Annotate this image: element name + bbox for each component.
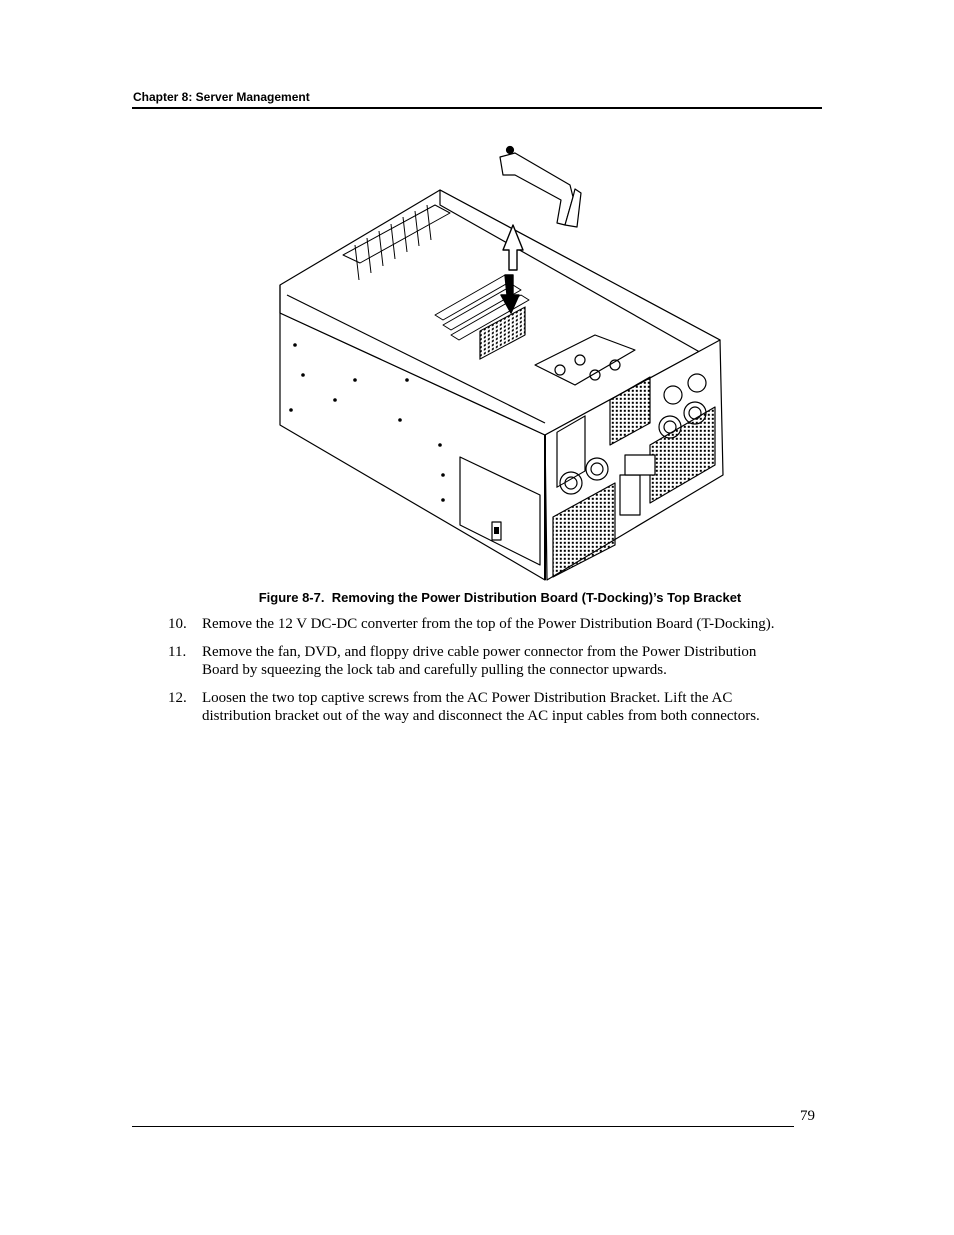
step-text: Loosen the two top captive screws from the AC Power Distribution Bracket. Lift the AC distribution bracket out of the way and disconnect the AC input cables from both connectors.: [202, 690, 760, 724]
step-number: 11.: [168, 644, 187, 660]
running-header: Chapter 8: Server Management: [133, 90, 310, 104]
page-number: 79: [800, 1108, 815, 1124]
header-rule: [132, 107, 822, 109]
figure-caption-title: Removing the Power Distribution Board (T-Docking)’s Top Bracket: [331, 590, 742, 605]
figure-caption-label: Figure 8-7.: [258, 590, 325, 605]
figure-caption: [0, 590, 954, 605]
list-item: [168, 689, 788, 725]
step-text: Remove the 12 V DC-DC converter from the top of the Power Distribution Board (T-Docking).: [202, 616, 775, 632]
procedure-steps: [168, 615, 788, 735]
list-item: [168, 615, 788, 633]
step-text: Remove the fan, DVD, and floppy drive cable power connector from the Power Distribution Board by squeezing the lock tab and carefully pulling the connector upwards.: [202, 644, 757, 678]
step-number: 10.: [168, 616, 187, 632]
footer-rule: [132, 1126, 794, 1127]
list-item: [168, 643, 788, 679]
server-chassis-illustration: [275, 145, 735, 585]
step-number: 12.: [168, 690, 187, 706]
